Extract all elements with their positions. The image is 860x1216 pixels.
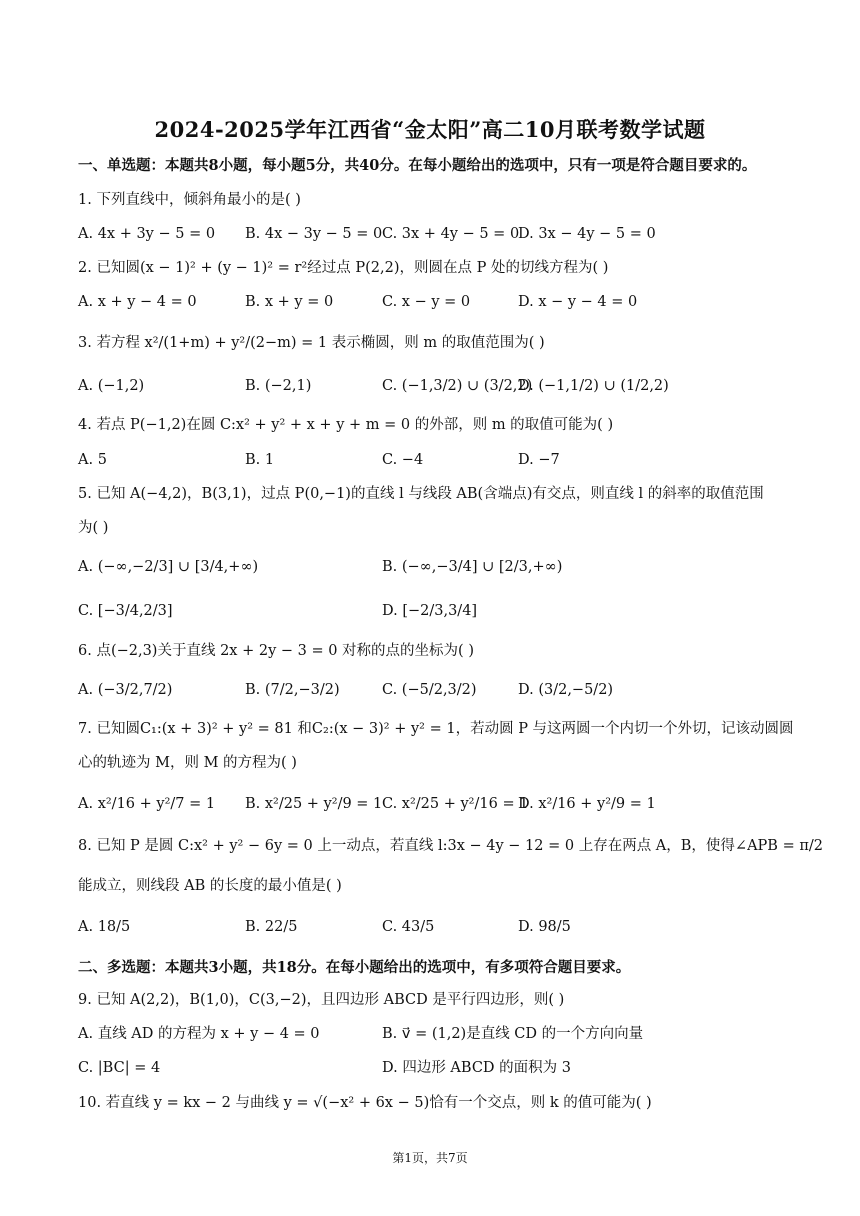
q3-option-b: B. (−2,1) [245, 378, 312, 394]
q9-option-c: C. |BC| = 4 [78, 1060, 161, 1076]
q1-option-c: C. 3x + 4y − 5 = 0 [382, 226, 520, 242]
q5-option-c: C. [−3/4,2/3] [78, 603, 173, 619]
question-5-stem-line2: 为( ) [78, 520, 109, 536]
q8-option-c: C. 43/5 [382, 919, 435, 935]
question-10-stem: 10. 若直线 y = kx − 2 与曲线 y = √(−x² + 6x − 5)恰有一个交点，则 k 的值可能为( ) [78, 1095, 652, 1111]
question-5-stem-line1: 5. 已知 A(−4,2)，B(3,1)，过点 P(0,−1)的直线 l 与线段 AB(含端点)有交点，则直线 l 的斜率的取值范围 [78, 486, 764, 502]
question-3-stem: 3. 若方程 x²/(1+m) + y²/(2−m) = 1 表示椭圆，则 m 的取值范围为( ) [78, 335, 545, 351]
q5-option-b: B. (−∞,−3/4] ∪ [2/3,+∞) [382, 559, 563, 575]
q2-option-d: D. x − y − 4 = 0 [518, 294, 638, 310]
q1-option-d: D. 3x − 4y − 5 = 0 [518, 226, 656, 242]
q7-option-a: A. x²/16 + y²/7 = 1 [78, 796, 216, 812]
q4-option-c: C. −4 [382, 452, 424, 468]
question-8-stem-line2: 能成立，则线段 AB 的长度的最小值是( ) [78, 878, 342, 894]
q6-option-c: C. (−5/2,3/2) [382, 682, 477, 698]
q6-option-d: D. (3/2,−5/2) [518, 682, 614, 698]
q3-option-a: A. (−1,2) [78, 378, 145, 394]
q2-option-b: B. x + y = 0 [245, 294, 334, 310]
question-4-stem: 4. 若点 P(−1,2)在圆 C:x² + y² + x + y + m = 0 的外部，则 m 的取值可能为( ) [78, 417, 614, 433]
q5-option-a: A. (−∞,−2/3] ∪ [3/4,+∞) [78, 559, 259, 575]
question-9-stem: 9. 已知 A(2,2)，B(1,0)，C(3,−2)，且四边形 ABCD 是平行四边形，则( ) [78, 992, 565, 1008]
q4-option-b: B. 1 [245, 452, 275, 468]
question-7-stem-line1: 7. 已知圆C₁:(x + 3)² + y² = 81 和C₂:(x − 3)² + y² = 1，若动圆 P 与这两圆一个内切一个外切，记该动圆圆 [78, 721, 794, 737]
section-multiple-choice: 二、多选题：本题共3小题，共18分。在每小题给出的选项中，有多项符合题目要求。 [78, 959, 631, 976]
q8-option-b: B. 22/5 [245, 919, 298, 935]
q9-option-b: B. v⃗ = (1,2)是直线 CD 的一个方向向量 [382, 1026, 644, 1042]
question-7-stem-line2: 心的轨迹为 M，则 M 的方程为( ) [78, 755, 297, 771]
q1-option-a: A. 4x + 3y − 5 = 0 [78, 226, 216, 242]
q7-option-d: D. x²/16 + y²/9 = 1 [518, 796, 656, 812]
q6-option-b: B. (7/2,−3/2) [245, 682, 340, 698]
q8-option-d: D. 98/5 [518, 919, 571, 935]
q2-option-c: C. x − y = 0 [382, 294, 471, 310]
q4-option-a: A. 5 [78, 452, 107, 468]
section-single-choice: 一、单选题：本题共8小题，每小题5分，共40分。在每小题给出的选项中，只有一项是符合题目要求的。 [78, 157, 757, 174]
q3-option-c: C. (−1,3/2) ∪ (3/2,2) [382, 378, 533, 394]
q7-option-c: C. x²/25 + y²/16 = 1 [382, 796, 529, 812]
question-2-stem: 2. 已知圆(x − 1)² + (y − 1)² = r²经过点 P(2,2)，则圆在点 P 处的切线方程为( ) [78, 260, 609, 276]
q6-option-a: A. (−3/2,7/2) [78, 682, 173, 698]
q2-option-a: A. x + y − 4 = 0 [78, 294, 197, 310]
question-6-stem: 6. 点(−2,3)关于直线 2x + 2y − 3 = 0 对称的点的坐标为( ) [78, 643, 474, 659]
q3-option-d: D. (−1,1/2) ∪ (1/2,2) [518, 378, 669, 394]
page-title: 2024-2025学年江西省“金太阳”高二10月联考数学试题 [154, 117, 706, 142]
question-1-stem: 1. 下列直线中，倾斜角最小的是( ) [78, 192, 301, 208]
page-footer: 第1页，共7页 [392, 1151, 468, 1165]
q7-option-b: B. x²/25 + y²/9 = 1 [245, 796, 383, 812]
q4-option-d: D. −7 [518, 452, 560, 468]
question-8-stem-line1: 8. 已知 P 是圆 C:x² + y² − 6y = 0 上一动点，若直线 l:3x − 4y − 12 = 0 上存在两点 A，B，使得∠APB = π/2 [78, 838, 823, 854]
q9-option-d: D. 四边形 ABCD 的面积为 3 [382, 1060, 571, 1076]
q9-option-a: A. 直线 AD 的方程为 x + y − 4 = 0 [78, 1026, 320, 1042]
q5-option-d: D. [−2/3,3/4] [382, 603, 478, 619]
q8-option-a: A. 18/5 [78, 919, 131, 935]
q1-option-b: B. 4x − 3y − 5 = 0 [245, 226, 383, 242]
